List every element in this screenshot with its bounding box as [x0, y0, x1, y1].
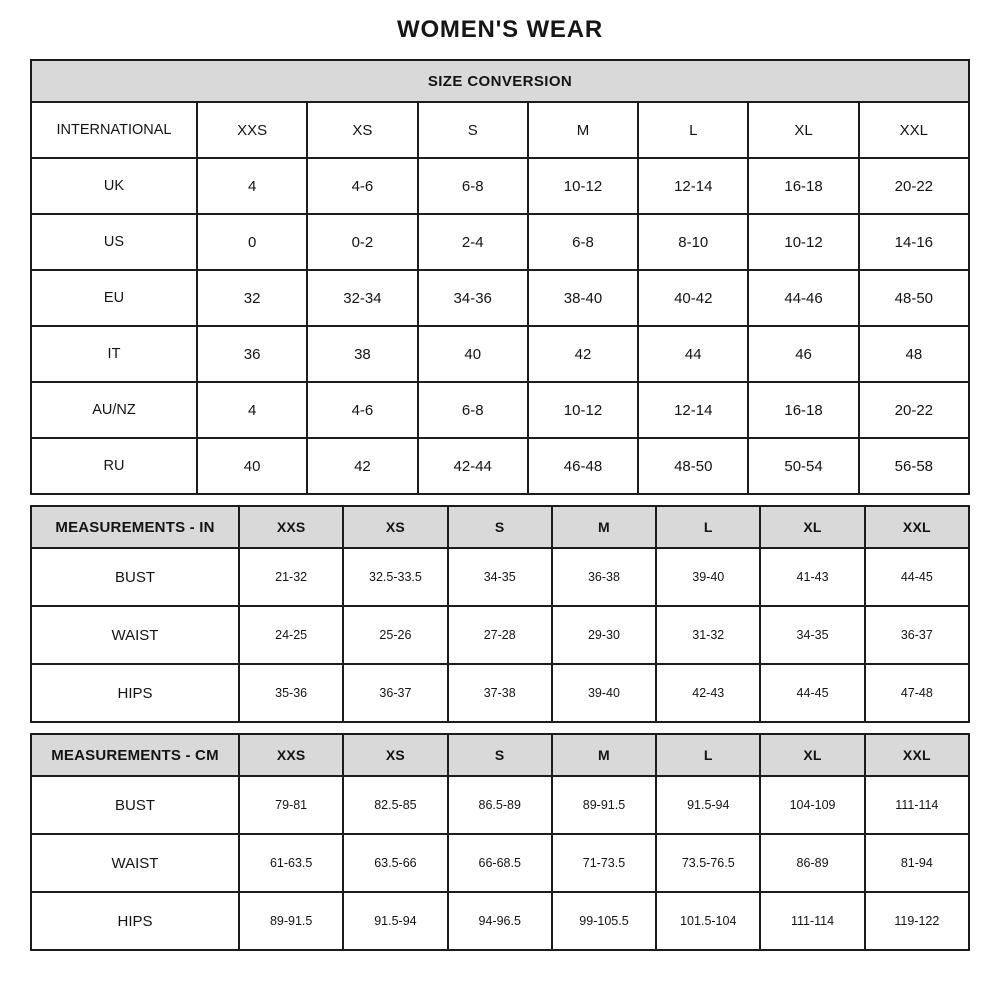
row-label: US [31, 214, 197, 270]
table-cell: 48-50 [859, 270, 969, 326]
table-row [31, 834, 969, 892]
size-header-cell: XL [760, 734, 864, 776]
table-cell: 46-48 [528, 438, 638, 494]
row-label: BUST [31, 776, 239, 834]
table-cell: 0-2 [307, 214, 417, 270]
size-header-cell: XXS [239, 506, 343, 548]
table-cell: 39-40 [656, 548, 760, 606]
table-cell: 25-26 [343, 606, 447, 664]
table-cell: 4-6 [307, 382, 417, 438]
table-cell: 71-73.5 [552, 834, 656, 892]
page-title: WOMEN'S WEAR [397, 16, 603, 43]
table-row [31, 892, 969, 950]
table-cell: 2-4 [418, 214, 528, 270]
table-cell: 41-43 [760, 548, 864, 606]
table-cell: 82.5-85 [343, 776, 447, 834]
table-cell: 40-42 [638, 270, 748, 326]
table-cell: 27-28 [448, 606, 552, 664]
measurements-cm-table [30, 733, 970, 951]
table-cell: 10-12 [748, 214, 858, 270]
table-cell: XXS [197, 102, 307, 158]
table-cell: 24-25 [239, 606, 343, 664]
measurements-cm-header-row [31, 734, 969, 776]
table-cell: 31-32 [656, 606, 760, 664]
size-header-cell: XXL [865, 734, 969, 776]
size-header-cell: XS [343, 506, 447, 548]
size-header-cell: L [656, 506, 760, 548]
measurements-in-header-row [31, 506, 969, 548]
row-label: UK [31, 158, 197, 214]
table-cell: 0 [197, 214, 307, 270]
table-cell: 20-22 [859, 158, 969, 214]
size-conversion-title: SIZE CONVERSION [31, 60, 969, 102]
table-cell: 38 [307, 326, 417, 382]
table-row [31, 438, 969, 494]
table-row [31, 270, 969, 326]
table-cell: S [418, 102, 528, 158]
table-cell: 81-94 [865, 834, 969, 892]
row-label: AU/NZ [31, 382, 197, 438]
table-cell: 44-45 [865, 548, 969, 606]
row-label: HIPS [31, 892, 239, 950]
table-row [31, 548, 969, 606]
row-label: IT [31, 326, 197, 382]
table-cell: 32 [197, 270, 307, 326]
table-cell: 101.5-104 [656, 892, 760, 950]
table-cell: 86-89 [760, 834, 864, 892]
table-cell: 40 [197, 438, 307, 494]
table-row [31, 382, 969, 438]
table-cell: 12-14 [638, 158, 748, 214]
table-row [31, 326, 969, 382]
measurements-cm-body [31, 776, 969, 950]
table-cell: 36-37 [343, 664, 447, 722]
table-cell: 119-122 [865, 892, 969, 950]
size-header-cell: M [552, 734, 656, 776]
table-cell: 48 [859, 326, 969, 382]
table-cell: 42 [528, 326, 638, 382]
table-cell: 29-30 [552, 606, 656, 664]
table-cell: XL [748, 102, 858, 158]
table-cell: 89-91.5 [239, 892, 343, 950]
table-cell: 14-16 [859, 214, 969, 270]
size-header-cell: L [656, 734, 760, 776]
table-cell: 42-43 [656, 664, 760, 722]
table-cell: 36-38 [552, 548, 656, 606]
table-cell: 42-44 [418, 438, 528, 494]
table-cell: 4 [197, 158, 307, 214]
table-cell: XXL [859, 102, 969, 158]
table-row [31, 606, 969, 664]
table-cell: 61-63.5 [239, 834, 343, 892]
table-cell: 36-37 [865, 606, 969, 664]
row-label: INTERNATIONAL [31, 102, 197, 158]
size-conversion-table [30, 59, 970, 495]
size-header-cell: XXS [239, 734, 343, 776]
table-cell: 6-8 [418, 382, 528, 438]
table-cell: 6-8 [528, 214, 638, 270]
table-row [31, 776, 969, 834]
size-header-cell: XS [343, 734, 447, 776]
table-cell: 56-58 [859, 438, 969, 494]
table-row [31, 102, 969, 158]
row-label: WAIST [31, 606, 239, 664]
table-cell: 16-18 [748, 382, 858, 438]
table-cell: 6-8 [418, 158, 528, 214]
table-cell: 32.5-33.5 [343, 548, 447, 606]
table-cell: 42 [307, 438, 417, 494]
table-cell: 91.5-94 [656, 776, 760, 834]
table-cell: 99-105.5 [552, 892, 656, 950]
table-cell: 44-46 [748, 270, 858, 326]
table-cell: 111-114 [760, 892, 864, 950]
measurements-in-title: MEASUREMENTS - IN [31, 506, 239, 548]
table-cell: 4 [197, 382, 307, 438]
measurements-cm-title: MEASUREMENTS - CM [31, 734, 239, 776]
size-header-cell: XL [760, 506, 864, 548]
table-cell: 63.5-66 [343, 834, 447, 892]
measurements-in-table [30, 505, 970, 723]
table-cell: 66-68.5 [448, 834, 552, 892]
table-cell: 34-35 [448, 548, 552, 606]
table-cell: 91.5-94 [343, 892, 447, 950]
row-label: WAIST [31, 834, 239, 892]
table-cell: 10-12 [528, 158, 638, 214]
table-cell: 111-114 [865, 776, 969, 834]
size-header-cell: M [552, 506, 656, 548]
table-row [31, 158, 969, 214]
table-cell: M [528, 102, 638, 158]
table-cell: 4-6 [307, 158, 417, 214]
table-cell: 32-34 [307, 270, 417, 326]
table-cell: 104-109 [760, 776, 864, 834]
table-row [31, 664, 969, 722]
table-cell: 89-91.5 [552, 776, 656, 834]
table-cell: 50-54 [748, 438, 858, 494]
table-cell: 39-40 [552, 664, 656, 722]
row-label: EU [31, 270, 197, 326]
measurements-in-body [31, 548, 969, 722]
table-cell: XS [307, 102, 417, 158]
row-label: HIPS [31, 664, 239, 722]
table-cell: 46 [748, 326, 858, 382]
table-cell: 44 [638, 326, 748, 382]
size-conversion-body [31, 102, 969, 494]
table-cell: 94-96.5 [448, 892, 552, 950]
table-cell: 35-36 [239, 664, 343, 722]
table-cell: 73.5-76.5 [656, 834, 760, 892]
table-cell: 44-45 [760, 664, 864, 722]
size-header-cell: S [448, 734, 552, 776]
table-cell: 36 [197, 326, 307, 382]
row-label: BUST [31, 548, 239, 606]
table-cell: 79-81 [239, 776, 343, 834]
size-conversion-title-row [31, 60, 969, 102]
table-cell: 34-36 [418, 270, 528, 326]
table-cell: 16-18 [748, 158, 858, 214]
table-cell: 10-12 [528, 382, 638, 438]
table-cell: 47-48 [865, 664, 969, 722]
table-cell: 21-32 [239, 548, 343, 606]
table-cell: 8-10 [638, 214, 748, 270]
size-header-cell: XXL [865, 506, 969, 548]
table-cell: 37-38 [448, 664, 552, 722]
table-cell: 12-14 [638, 382, 748, 438]
size-header-cell: S [448, 506, 552, 548]
table-cell: 86.5-89 [448, 776, 552, 834]
table-row [31, 214, 969, 270]
table-cell: 38-40 [528, 270, 638, 326]
table-cell: 34-35 [760, 606, 864, 664]
row-label: RU [31, 438, 197, 494]
table-cell: 20-22 [859, 382, 969, 438]
table-cell: 40 [418, 326, 528, 382]
table-cell: L [638, 102, 748, 158]
table-cell: 48-50 [638, 438, 748, 494]
